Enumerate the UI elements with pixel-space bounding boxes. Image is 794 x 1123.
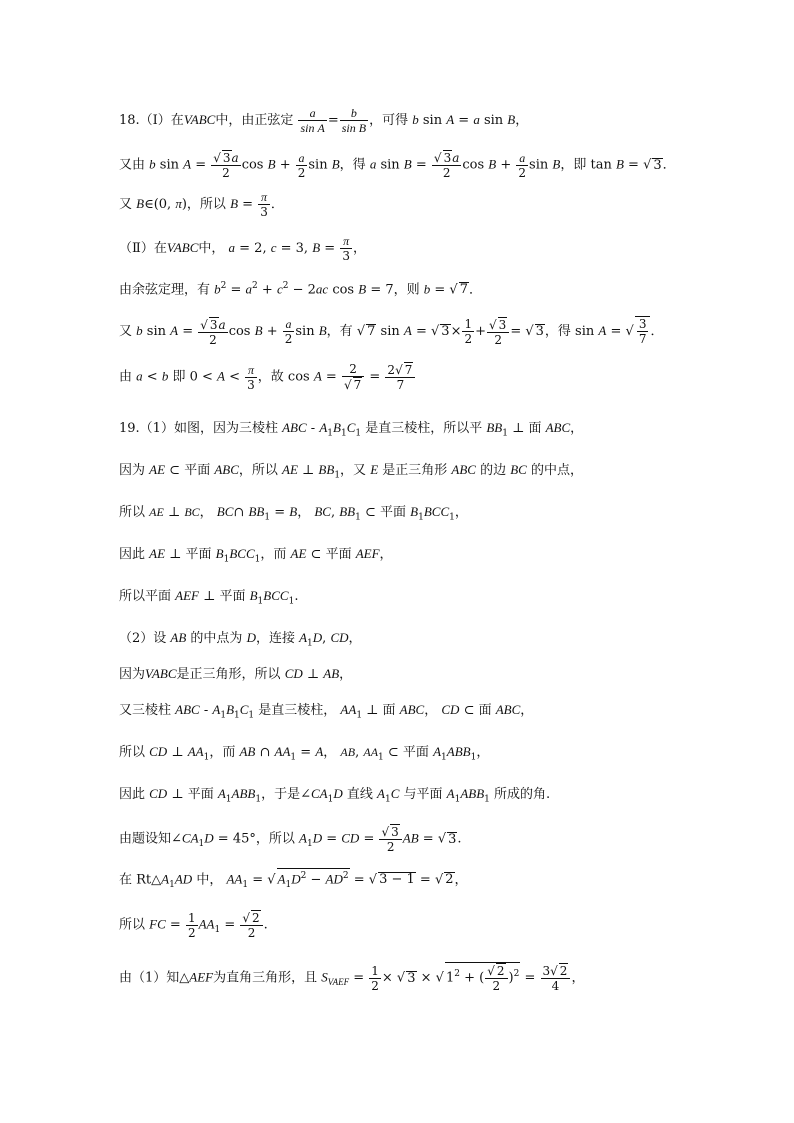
solution-19-part2-line3: 又三棱柱 ABC - $A_1B_1C_1$ 是直三棱柱， $AA_1$ ⊥ 面 ABC， CD ⊂ 面 ABC， [119, 702, 534, 721]
solution-19-part2-line8: 所以 FC = $\frac{1}{2}$ $AA_1$ = $\frac{√ 2}{2}$ . [119, 910, 268, 940]
solution-19-part2-line5: 因此 CD ⊥ 平面 $A_1ABB_1$，于是$\angle CA_1D$ 直线 $A_1C$ 与平面 $A_1ABB_1$ 所成的角. [119, 786, 551, 805]
solution-19-part2-line2: 因为VABC是正三角形，所以 CD ⊥ AB， [119, 666, 353, 682]
solution-18-part2-line3: 又 b sin A = $\frac{√ 3a}{2}$ cos B + $\frac{a}{2}$ sin B，有 √ 7 sin A = √ 3× $\frac{1}{2}$ + $\frac{√ 3}{2}$ = √ 3，得 sin A = √ $\frac{3}{7}$ ． [119, 317, 664, 347]
solution-19-part2-line6: 由题设知$\angle CA_1D = 45^\circ$，所以 $A_1D$ = CD = $\frac{√ 3}{2}$ AB = √ 3. [119, 825, 462, 854]
solution-19-part2-line4: 所以 CD ⊥ $AA_1$，而 AB ∩ $AA_1 = A$， AB, $AA_1$ ⊂ 平面 $A_1ABB_1$， [119, 744, 490, 763]
solution-19-part1-line2: 因为 AE ⊂ 平面 ABC，所以 AE ⊥ $BB_1$，又 E 是正三角形 ABC 的边 BC 的中点， [119, 462, 583, 481]
solution-18-part2-line2: 由余弦定理，有 $b^2 = a^2 + c^2 - 2ac$ cos B = 7，则 b = √ 7． [119, 281, 483, 298]
solution-18-part2-line1: （Ⅱ）在VABC中， a = 2, c = 3, B = $\frac{\pi}{3}$ ， [119, 234, 366, 263]
solution-18-part1-line2: 又由 b sin A = $\frac{√ 3a}{2}$ cos B + $\frac{a}{2}$ sin B，得 a sin B = $\frac{√ 3a}{2}$ cos B + $\frac{a}{2}$ sin B，即 tan B = √ 3． [119, 150, 676, 180]
solution-18-part1-line3: 又 B∈(0, π)，所以 B = $\frac{\pi}{3}$ ． [119, 190, 284, 219]
solution-19-part2-line7: 在 $Rt\triangle A_1AD$ 中， $AA_1$ = √ $A_1D^2 - AD^2$ = √ 3 − 1 = √ 2， [119, 868, 468, 895]
solution-19-part1-line4: 因此 AE ⊥ 平面 $B_1BCC_1$，而 AE ⊂ 平面 AEF， [119, 546, 393, 565]
solution-19-part1-line1: 19.（1）如图，因为三棱柱 ABC - $A_1B_1C_1$ 是直三棱柱，所以平 $BB_1$ ⊥ 面 ABC， [119, 420, 584, 439]
solution-19-part2-line9: 由（1）知△AEF为直角三角形，且 $S_{VAEF}$ = $\frac{1}{2}$ × √ 3 × √ $1^2$ + ( $\frac{√ 2}{2}$ )$^2$ = $\frac{3√ 2}{4}$ ， [119, 963, 585, 993]
solution-19-part2-line1: （2）设 AB 的中点为 D，连接 $A_1D$, CD， [119, 630, 362, 649]
solution-19-part1-line5: 所以平面 AEF ⊥ 平面 $B_1BCC_1$. [119, 588, 299, 607]
solution-18-part1-line1: 18.（Ⅰ）在VABC中，由正弦定 $\frac{a}{\text{sin A}}$ = $\frac{b}{\text{sin B}}$ ，可得 b sin A = a sin B， [119, 106, 529, 135]
solution-19-part1-line3: 所以 AE ⊥ BC， BC∩ $BB_1 = B$， BC, $BB_1$ ⊂ 平面 $B_1BCC_1$， [119, 504, 468, 523]
solution-18-part2-line4: 由 a < b 即 0 < A < $\frac{\pi}{3}$ ，故 cos A = $\frac{2}{√ 7}$ = $\frac{2√ 7}{7}$ [119, 362, 416, 392]
